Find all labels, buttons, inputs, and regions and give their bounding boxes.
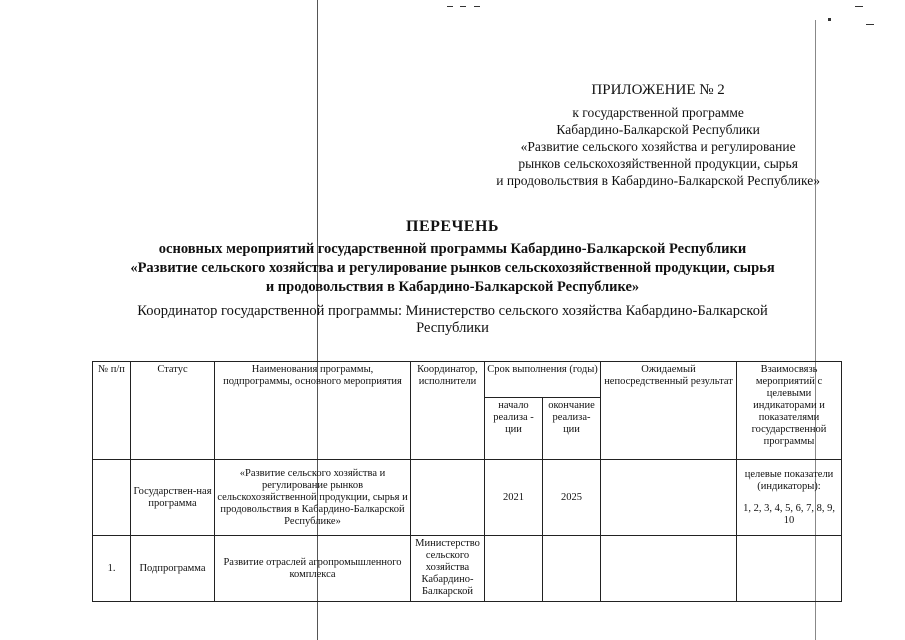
- subtitle-line: основных мероприятий государственной программы Кабардино-Балкарской Республики: [158, 241, 747, 257]
- cell-start: [485, 536, 543, 602]
- header-coordinator: Координатор, исполнители: [411, 362, 485, 460]
- activities-table: [92, 361, 842, 602]
- appendix-line: Кабардино-Балкарской Республики: [556, 122, 760, 137]
- cell-result: [601, 536, 737, 602]
- scan-mark: [866, 24, 874, 25]
- header-num: № п/п: [93, 362, 131, 460]
- scan-mark: [474, 6, 480, 7]
- cell-coordinator: [411, 460, 485, 536]
- header-start: начало реализа - ции: [485, 398, 543, 460]
- header-term: Срок выполнения (годы): [485, 362, 601, 398]
- document-title: ПЕРЕЧЕНЬ: [406, 218, 499, 235]
- cell-num: [93, 460, 131, 536]
- cell-result: [601, 460, 737, 536]
- header-status: Статус: [131, 362, 215, 460]
- header-end: окончание реализа- ции: [543, 398, 601, 460]
- appendix-line: рынков сельскохозяйственной продукции, сырья: [518, 156, 798, 171]
- link-title: целевые показатели (индикаторы):: [744, 468, 834, 492]
- cell-link: [737, 536, 842, 602]
- coordinator-text-cont: Республики: [416, 320, 489, 336]
- appendix-line: к государственной программе: [572, 105, 744, 120]
- cell-end: [543, 536, 601, 602]
- cell-end: 2025: [543, 460, 601, 536]
- scan-mark: [447, 6, 453, 7]
- table-header-row: [93, 362, 842, 398]
- cell-name: Развитие отраслей агропромышленного комплекса: [215, 536, 411, 602]
- document-subtitle: [0, 240, 905, 297]
- cell-num: 1.: [93, 536, 131, 602]
- appendix-line: «Развитие сельского хозяйства и регулирование: [520, 139, 796, 154]
- header-result: Ожидаемый непосредственный результат: [601, 362, 737, 460]
- header-link: Взаимосвязь мероприятий с целевыми индикаторами и показателями государственной программы: [737, 362, 842, 460]
- coordinator-text: Координатор государственной программы: Министерство сельского хозяйства Кабардино-Балкарской: [137, 303, 768, 319]
- cell-status: Государствен-ная программа: [131, 460, 215, 536]
- cell-start: 2021: [485, 460, 543, 536]
- cell-link: [737, 460, 842, 536]
- subtitle-line: «Развитие сельского хозяйства и регулирование рынков сельскохозяйственной продукции, сырья: [130, 260, 775, 276]
- appendix-title: ПРИЛОЖЕНИЕ № 2: [591, 82, 725, 98]
- appendix-block: [496, 82, 820, 189]
- scan-mark: [855, 6, 863, 7]
- table-row: [93, 460, 842, 536]
- header-name: Наименования программы, подпрограммы, основного мероприятия: [215, 362, 411, 460]
- link-values: 1, 2, 3, 4, 5, 6, 7, 8, 9, 10: [743, 502, 835, 526]
- subtitle-line: и продовольствия в Кабардино-Балкарской Республике»: [265, 279, 640, 295]
- table-row: [93, 536, 842, 602]
- cell-status: Подпрограмма: [131, 536, 215, 602]
- appendix-line: и продовольствия в Кабардино-Балкарской Республике»: [496, 173, 820, 188]
- scan-mark: [460, 6, 466, 7]
- cell-name: «Развитие сельского хозяйства и регулирование рынков сельскохозяйственной продукции, сырья и продовольствия в Кабардино-Балкарской Республике»: [215, 460, 411, 536]
- coordinator-line: [0, 303, 905, 337]
- scan-mark: [828, 18, 831, 21]
- cell-coordinator: Министерство сельского хозяйства Кабардино-Балкарской: [411, 536, 485, 602]
